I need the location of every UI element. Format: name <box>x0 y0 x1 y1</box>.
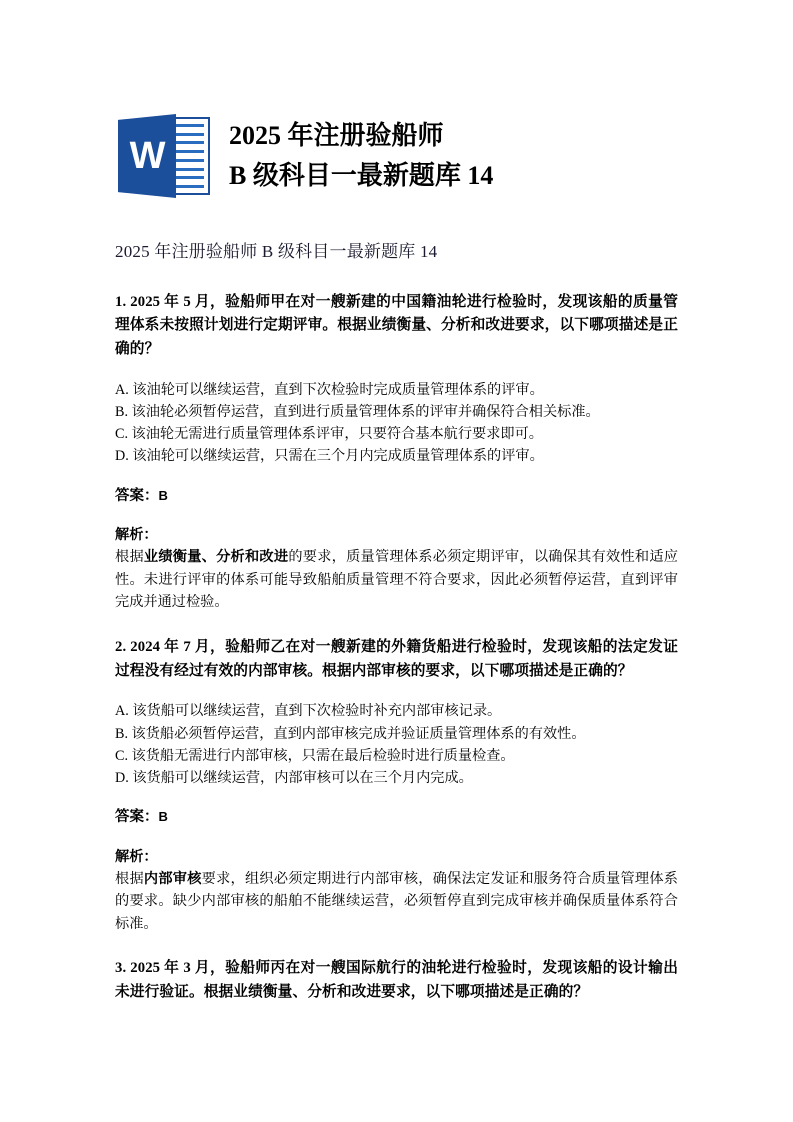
explanation-emphasis: 业绩衡量、分析和改进 <box>143 549 289 566</box>
word-icon-line <box>176 159 204 162</box>
option-d[interactable]: D. 该货船可以继续运营，内部审核可以在三个月内完成。 <box>115 769 473 786</box>
answer-value: B <box>158 487 168 503</box>
answer-value: B <box>158 809 168 825</box>
option-a[interactable]: A. 该货船可以继续运营，直到下次检验时补充内部审核记录。 <box>115 703 502 720</box>
question-options <box>115 700 678 789</box>
explanation-post: 要求，组织必须定期进行内部审核，确保法定发证和服务符合质量管理体系的要求。缺少内部审核的船舶不能继续运营，必须暂停直到完成审核并确保质量体系符合标准。 <box>115 870 678 932</box>
question-stem: 2. 2024 年 7 月，验船师乙在对一艘新建的外籍货船进行检验时，发现该船的法定发证过程没有经过有效的内部审核。根据内部审核的要求，以下哪项描述是正确的？ <box>115 638 678 679</box>
word-icon-line <box>176 141 204 144</box>
word-icon-line <box>176 176 204 179</box>
explanation-emphasis: 内部审核 <box>143 870 202 887</box>
document-subtitle: 2025 年注册验船师 B 级科目一最新题库 14 <box>115 242 438 261</box>
option-d[interactable]: D. 该油轮可以继续运营，只需在三个月内完成质量管理体系的评审。 <box>115 448 544 465</box>
explanation-block <box>115 524 678 614</box>
word-document-icon <box>115 107 211 205</box>
explanation-label: 解析： <box>115 527 158 544</box>
explanation-post: 的要求，质量管理体系必须定期评审，以确保其有效性和适应性。未进行评审的体系可能导致船舶质量管理不符合要求，因此必须暂停运营，直到评审完成并通过检验。 <box>115 549 678 611</box>
word-icon-line <box>176 133 204 136</box>
option-b[interactable]: B. 该货船必须暂停运营，直到内部审核完成并验证质量管理体系的有效性。 <box>115 725 586 742</box>
word-icon-line <box>176 124 204 127</box>
explanation-block <box>115 846 678 936</box>
question-options <box>115 379 678 468</box>
answer-line <box>115 485 678 507</box>
answer-label: 答案： <box>115 809 159 826</box>
explanation-pre: 根据 <box>115 870 144 887</box>
option-a[interactable]: A. 该油轮可以继续运营，直到下次检验时完成质量管理体系的评审。 <box>115 381 544 398</box>
option-c[interactable]: C. 该油轮无需进行质量管理体系评审，只要符合基本航行要求即可。 <box>115 426 543 443</box>
word-icon-line <box>176 168 204 171</box>
question-stem: 3. 2025 年 3 月，验船师丙在对一艘国际航行的油轮进行检验时，发现该船的设计输出未进行验证。根据业绩衡量、分析和改进要求，以下哪项描述是正确的？ <box>115 960 678 1001</box>
question-block <box>115 957 678 1005</box>
word-icon-line <box>176 185 204 188</box>
page-title-line1: 2025 年注册验船师 <box>229 120 444 150</box>
explanation-pre: 根据 <box>115 549 144 566</box>
word-icon-sheet <box>170 117 210 195</box>
answer-label: 答案： <box>115 487 159 504</box>
question-stem: 1. 2025 年 5 月，验船师甲在对一艘新建的中国籍油轮进行检验时，发现该船的质量管理体系未按照计划进行定期评审。根据业绩衡量、分析和改进要求，以下哪项描述是正确的？ <box>115 293 678 358</box>
option-b[interactable]: B. 该油轮必须暂停运营，直到进行质量管理体系的评审并确保符合相关标准。 <box>115 404 600 421</box>
option-c[interactable]: C. 该货船无需进行内部审核，只需在最后检验时进行质量检查。 <box>115 747 515 764</box>
page-title-line2: B 级科目一最新题库 14 <box>229 161 494 190</box>
explanation-label: 解析： <box>115 848 158 865</box>
word-icon-line <box>176 150 204 153</box>
word-icon-letter: W <box>129 135 165 177</box>
question-block <box>115 636 678 935</box>
question-block <box>115 291 678 614</box>
document-body <box>115 291 678 1005</box>
page-title <box>229 116 493 197</box>
document-header <box>115 0 678 205</box>
answer-line <box>115 806 678 828</box>
